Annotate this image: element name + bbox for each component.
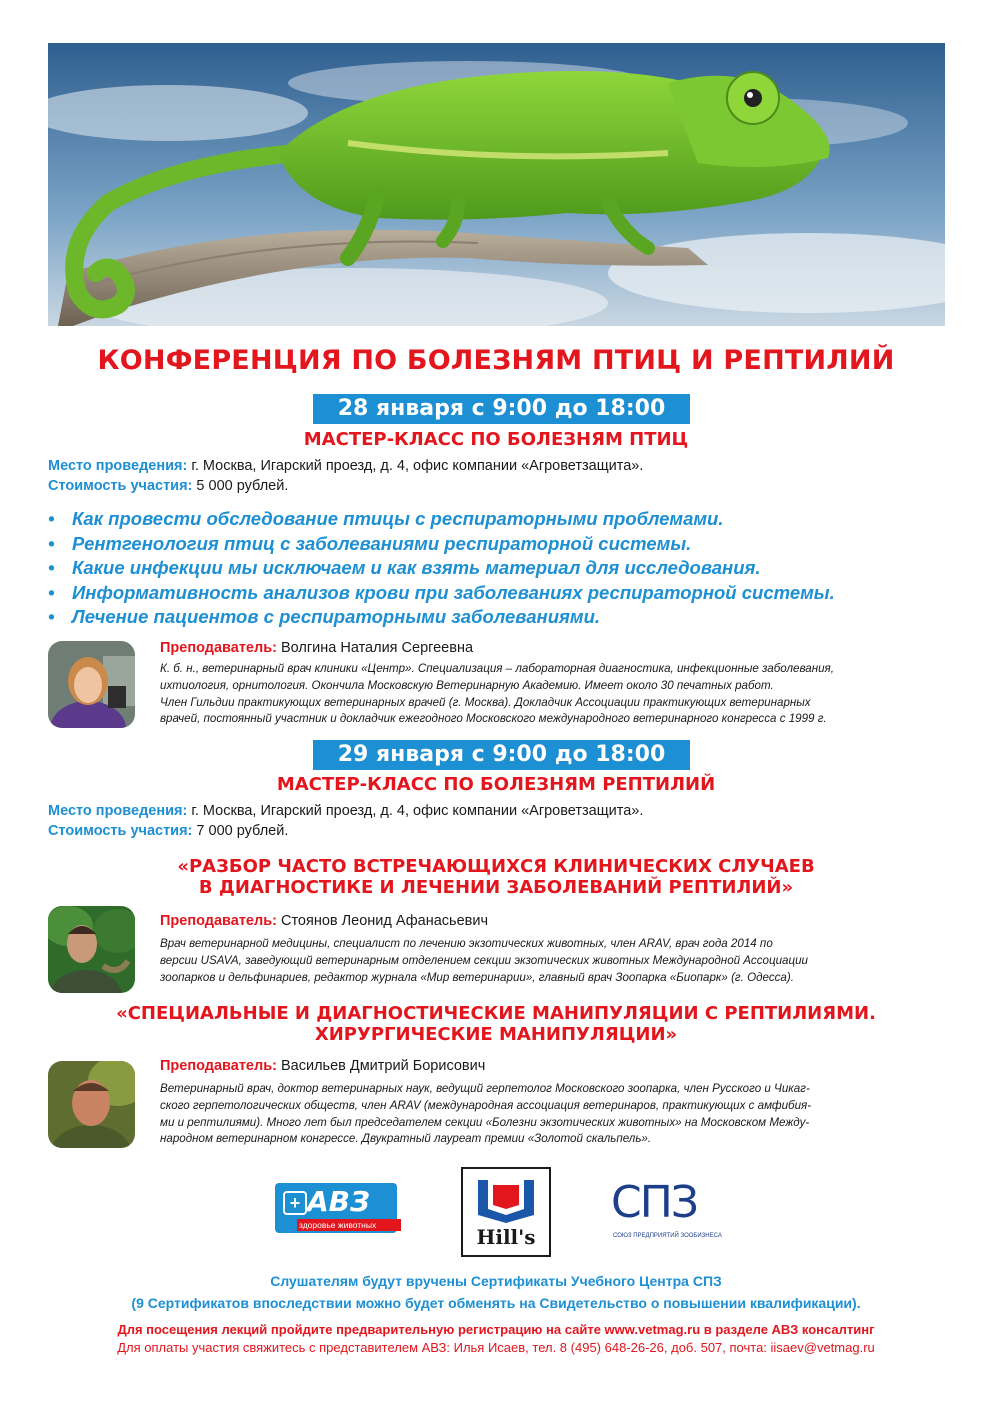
price-label: Стоимость участия: (48, 478, 193, 494)
day2-topic2-teacher-bio: Ветеринарный врач, доктор ветеринарных наук, ведущий герпетолог Московского зоопарка, член Русского и Чикаг- ского герпетологических обществ, член ARAV (международная ассоциация ветеринаров, практикующих с амфибия- ми и рептилиями). Много лет был председателем секции «Болезни экзотических животных» на Московском Между- народном ветеринарном конгрессе. Двукратный лауреат премии «Золотой скальпель». (160, 1082, 812, 1146)
teacher-portrait (48, 906, 135, 993)
list-item: • Информативность анализов крови при заболеваниях респираторной системы. (48, 581, 835, 606)
list-item: • Лечение пациентов с респираторными заболеваниями. (48, 605, 835, 630)
plus-icon: + (283, 1191, 307, 1215)
list-item: • Как провести обследование птицы с респираторными проблемами. (48, 507, 835, 532)
bullet-icon: • (48, 508, 55, 529)
day1-master-class-title: МАСТЕР-КЛАСС ПО БОЛЕЗНЯМ ПТИЦ (303, 429, 689, 450)
spz-tagline: СОЮЗ ПРЕДПРИЯТИЙ ЗООБИЗНЕСА (613, 1233, 722, 1239)
venue-label: Место проведения: (48, 803, 188, 819)
day1-teacher-bio: К. б. н., ветеринарный врач клиники «Центр». Специализация – лабораторная диагностика, инфекционные заболевания, ихтиология, орнитология. Окончила Московскую Ветеринарную Академию. Имеет около 30 печатных работ. Член Гильдии практикующих ветеринарных врачей (г. Москва). Докладчик Ассоциации практикующих ветеринарных врачей, постоянный участник и докладчик ежегодного Московского международного ветеринарного конгресса с 1999 г. (160, 662, 834, 726)
day2-topic2-title: «СПЕЦИАЛЬНЫЕ И ДИАГНОСТИЧЕСКИЕ МАНИПУЛЯЦИИ С РЕПТИЛИЯМИ. ХИРУРГИЧЕСКИЕ МАНИПУЛЯЦИИ» (116, 1003, 876, 1045)
avz-logo-text: АВЗ (307, 1185, 370, 1218)
price-text: 5 000 рублей. (192, 478, 289, 494)
bullet-icon: • (48, 557, 55, 578)
teacher-name: Волгина Наталия Сергеевна (276, 640, 474, 656)
certificate-line-2: (9 Сертификатов впоследствии можно будет обменять на Свидетельство о повышении квалификации). (131, 1295, 861, 1311)
teacher-portrait (48, 641, 135, 728)
day1-teacher (160, 640, 473, 656)
conference-title: КОНФЕРЕНЦИЯ ПО БОЛЕЗНЯМ ПТИЦ И РЕПТИЛИЙ (97, 345, 895, 376)
hills-logo-text: Hill's (476, 1225, 536, 1249)
spz-logo-text: СПЗ (611, 1177, 698, 1228)
avz-logo (275, 1183, 397, 1233)
chameleon-photo (48, 43, 945, 326)
day2-topic2-teacher (160, 1058, 485, 1074)
teacher-label: Преподаватель: (160, 1058, 277, 1074)
avz-tagline: здоровье животных (297, 1219, 401, 1231)
venue-text: г. Москва, Игарский проезд, д. 4, офис компании «Агроветзащита». (187, 458, 644, 474)
day2-topic1-teacher (160, 913, 488, 929)
teacher-portrait (48, 1061, 135, 1148)
teacher-label: Преподаватель: (160, 640, 277, 656)
venue-text: г. Москва, Игарский проезд, д. 4, офис компании «Агроветзащита». (187, 803, 644, 819)
hills-logo (461, 1167, 551, 1257)
day1-price (48, 478, 288, 494)
teacher-label: Преподаватель: (160, 913, 277, 929)
day1-venue (48, 458, 643, 474)
certificate-line-1: Слушателям будут вручены Сертификаты Учебного Центра СПЗ (270, 1273, 722, 1289)
bullet-icon: • (48, 606, 55, 627)
teacher-name: Васильев Дмитрий Борисович (276, 1058, 486, 1074)
day2-topic1-title: «РАЗБОР ЧАСТО ВСТРЕЧАЮЩИХСЯ КЛИНИЧЕСКИХ СЛУЧАЕВ В ДИАГНОСТИКЕ И ЛЕЧЕНИИ ЗАБОЛЕВАНИЙ РЕПТИЛИЙ» (177, 856, 815, 898)
price-text: 7 000 рублей. (192, 823, 289, 839)
payment-contact-line: Для оплаты участия свяжитесь с представителем АВЗ: Илья Исаев, тел. 8 (495) 648-26-26, доб. 507, почта: iisaev@vetmag.ru (117, 1340, 875, 1355)
day2-master-class-title: МАСТЕР-КЛАСС ПО БОЛЕЗНЯМ РЕПТИЛИЙ (276, 774, 716, 795)
price-label: Стоимость участия: (48, 823, 193, 839)
day2-price (48, 823, 288, 839)
bullet-icon: • (48, 581, 55, 603)
venue-label: Место проведения: (48, 458, 188, 474)
bullet-icon: • (48, 532, 55, 554)
spz-logo (611, 1177, 729, 1243)
day2-date-bar: 29 января с 9:00 до 18:00 (313, 740, 690, 770)
list-item: • Какие инфекции мы исключаем и как взять материал для исследования. (48, 556, 835, 581)
list-item: • Рентгенология птиц с заболеваниями респираторной системы. (48, 532, 835, 557)
day1-topics-list (48, 507, 835, 630)
day1-date-bar: 28 января с 9:00 до 18:00 (313, 394, 690, 424)
teacher-name: Стоянов Леонид Афанасьевич (276, 913, 489, 929)
registration-line: Для посещения лекций пройдите предварительную регистрацию на сайте www.vetmag.ru в разделе АВЗ консалтинг (117, 1322, 875, 1337)
day2-topic1-teacher-bio: Врач ветеринарной медицины, специалист по лечению экзотических животных, член ARAV, врач года 2014 по версии USAVA, заведующий ветеринарным отделением секции экзотических животных Международной Ассоциации зоопарков и дельфинариев, редактор журнала «Мир ветеринарии», главный врач Зоопарка «Биопарк» (г. Одесса). (160, 937, 809, 984)
day2-venue (48, 803, 643, 819)
